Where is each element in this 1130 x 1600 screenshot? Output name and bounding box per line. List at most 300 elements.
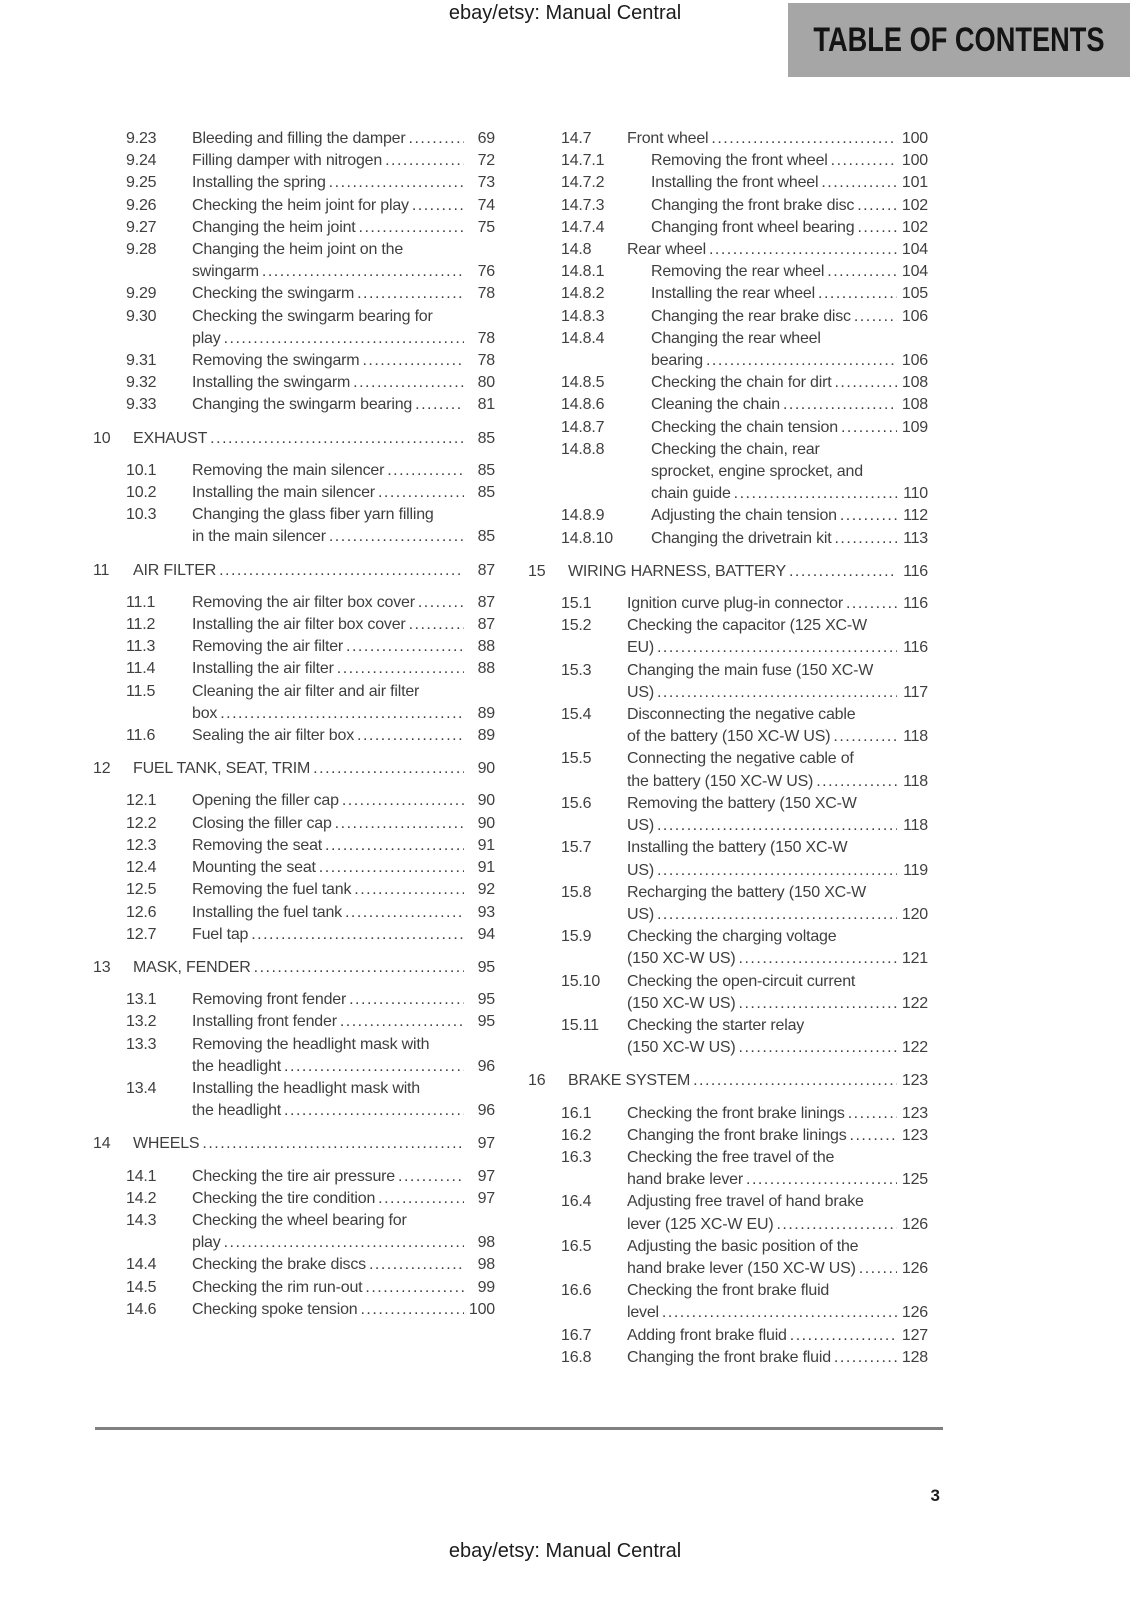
toc-entry-page: 116 <box>903 595 928 613</box>
toc-entry-title: Changing the swingarm bearing <box>192 396 413 414</box>
toc-leader-dots <box>345 902 464 924</box>
page-title: TABLE OF CONTENTS <box>813 20 1105 59</box>
toc-leader-dots <box>657 904 897 926</box>
toc-entry <box>561 394 928 416</box>
toc-entry <box>126 217 495 239</box>
toc-entry-number: 14 <box>93 1135 111 1153</box>
toc-entry <box>126 636 495 658</box>
toc-banner <box>788 3 1130 77</box>
toc-leader-dots <box>739 1037 897 1059</box>
toc-entry-title: Removing the rear wheel <box>651 263 825 281</box>
toc-entry-number: 10.1 <box>126 461 157 479</box>
toc-entry-number: 10 <box>93 429 111 447</box>
toc-entry-page: 110 <box>903 485 928 503</box>
toc-entry-page: 101 <box>901 174 928 192</box>
toc-entry-title: Checking the swingarm <box>192 285 355 303</box>
toc-entry-page: 81 <box>477 396 495 414</box>
toc-entry-page: 91 <box>477 859 495 877</box>
toc-leader-dots <box>359 217 464 239</box>
toc-entry-page: 88 <box>477 660 495 678</box>
toc-entry-title: EU) <box>627 639 654 657</box>
toc-entry <box>561 660 928 704</box>
toc-entry <box>126 1210 495 1254</box>
toc-entry <box>126 1277 495 1299</box>
toc-entry-number: 12.5 <box>126 881 157 899</box>
toc-leader-dots <box>833 726 897 748</box>
toc-entry-title: Changing the rear brake disc <box>651 307 851 325</box>
toc-leader-dots <box>831 150 897 172</box>
toc-entry-number: 9.30 <box>126 307 157 325</box>
toc-entry <box>561 704 928 748</box>
toc-entry-page: 116 <box>903 562 928 580</box>
toc-entry <box>93 428 495 450</box>
toc-entry-title: Adjusting the chain tension <box>651 507 837 525</box>
toc-leader-dots <box>220 703 464 725</box>
toc-entry-number: 9.23 <box>126 130 157 147</box>
toc-entry-number: 9.26 <box>126 196 157 214</box>
toc-entry-title: MASK, FENDER <box>133 958 251 976</box>
toc-entry <box>126 1166 495 1188</box>
toc-leader-dots <box>369 1254 464 1276</box>
toc-entry-page: 127 <box>901 1326 928 1344</box>
toc-entry <box>561 1280 928 1324</box>
toc-entry-title: Changing the glass fiber yarn filling <box>192 506 434 524</box>
toc-leader-dots <box>357 725 464 747</box>
toc-entry-number: 16.3 <box>561 1148 592 1166</box>
toc-entry-page: 95 <box>477 1013 495 1031</box>
toc-entry-number: 14.6 <box>126 1300 157 1318</box>
toc-entry-page: 108 <box>901 374 928 392</box>
toc-entry-number: 16.2 <box>561 1126 592 1144</box>
toc-entry <box>561 372 928 394</box>
toc-entry-number: 13.3 <box>126 1035 157 1053</box>
toc-entry <box>561 306 928 328</box>
toc-leader-dots <box>693 1070 897 1092</box>
toc-entry-title: Removing the battery (150 XC-W <box>627 794 857 812</box>
toc-entry-page: 122 <box>901 994 928 1012</box>
toc-entry-page: 94 <box>477 925 495 943</box>
toc-leader-dots <box>848 1103 897 1125</box>
toc-entry-page: 97 <box>477 1135 495 1153</box>
toc-entry-number: 14.8.8 <box>561 440 605 458</box>
toc-entry-number: 12.4 <box>126 859 157 877</box>
toc-entry <box>561 926 928 970</box>
toc-entry-page: 118 <box>903 728 928 746</box>
toc-leader-dots <box>776 1214 897 1236</box>
toc-leader-dots <box>409 128 464 150</box>
toc-entry <box>126 1011 495 1033</box>
toc-leader-dots <box>834 528 897 550</box>
toc-leader-dots <box>353 372 464 394</box>
toc-entry-number: 16.6 <box>561 1282 592 1300</box>
toc-leader-dots <box>734 483 897 505</box>
toc-entry-number: 14.8.9 <box>561 507 605 525</box>
toc-entry-page: 95 <box>477 991 495 1009</box>
toc-leader-dots <box>409 614 464 636</box>
toc-entry-page: 100 <box>901 130 928 147</box>
toc-entry-page: 88 <box>477 638 495 656</box>
toc-entry-page: 118 <box>903 817 928 835</box>
toc-entry-number: 13.4 <box>126 1079 157 1097</box>
toc-entry <box>561 172 928 194</box>
toc-entry <box>561 971 928 1015</box>
toc-leader-dots <box>657 860 897 882</box>
toc-entry-title: swingarm <box>192 263 259 281</box>
toc-entry-page: 85 <box>477 429 495 447</box>
toc-entry-number: 14.8.2 <box>561 285 605 303</box>
toc-entry <box>561 283 928 305</box>
toc-entry-number: 15 <box>528 562 546 580</box>
toc-entry-title: US) <box>627 817 654 835</box>
toc-entry-number: 15.4 <box>561 706 592 724</box>
toc-entry-number: 14.7.4 <box>561 218 605 236</box>
toc-leader-dots <box>319 857 464 879</box>
toc-leader-dots <box>415 394 464 416</box>
toc-entry-title: sprocket, engine sprocket, and <box>651 463 863 481</box>
toc-entry-title: Removing the fuel tank <box>192 881 352 899</box>
toc-entry-title: FUEL TANK, SEAT, TRIM <box>133 760 311 778</box>
toc-entry-page: 87 <box>477 616 495 634</box>
toc-entry-page: 78 <box>477 285 495 303</box>
toc-leader-dots <box>329 526 464 548</box>
toc-entry <box>126 504 495 548</box>
toc-entry <box>126 128 495 150</box>
toc-entry-title: US) <box>627 905 654 923</box>
toc-entry <box>528 561 928 583</box>
toc-entry-number: 15.2 <box>561 617 592 635</box>
toc-entry-page: 123 <box>901 1104 928 1122</box>
toc-entry-page: 91 <box>477 836 495 854</box>
toc-entry-title: US) <box>627 861 654 879</box>
toc-entry <box>93 758 495 780</box>
toc-entry <box>561 505 928 527</box>
toc-entry-page: 95 <box>477 958 495 976</box>
toc-leader-dots <box>337 658 464 680</box>
toc-entry-number: 15.9 <box>561 928 592 946</box>
toc-entry-page: 78 <box>477 329 495 347</box>
toc-entry-title: the headlight <box>192 1102 282 1120</box>
toc-leader-dots <box>854 306 897 328</box>
toc-entry-number: 12 <box>93 760 111 778</box>
toc-entry <box>126 902 495 924</box>
toc-entry <box>561 195 928 217</box>
toc-entry-page: 120 <box>901 905 928 923</box>
toc-leader-dots <box>284 1056 464 1078</box>
toc-entry-number: 14.7 <box>561 130 592 147</box>
toc-entry <box>93 1133 495 1155</box>
toc-entry-page: 72 <box>477 152 495 170</box>
toc-entry-page: 109 <box>901 418 928 436</box>
toc-entry-number: 16.4 <box>561 1193 592 1211</box>
toc-entry-title: Removing the air filter box cover <box>192 593 415 611</box>
toc-entry-title: Adjusting free travel of hand brake <box>627 1193 864 1211</box>
toc-entry-page: 99 <box>477 1278 495 1296</box>
toc-entry-title: Removing the swingarm <box>192 352 360 370</box>
toc-entry-page: 118 <box>903 772 928 790</box>
toc-entry-title: Rear wheel <box>627 241 706 259</box>
toc-entry-title: Changing the heim joint on the <box>192 241 404 259</box>
toc-entry-number: 9.32 <box>126 374 157 392</box>
toc-entry-title: Installing the rear wheel <box>651 285 815 303</box>
toc-leader-dots <box>357 283 464 305</box>
toc-entry-number: 11.3 <box>126 638 156 656</box>
toc-entry-number: 12.7 <box>126 925 157 943</box>
toc-entry-page: 73 <box>477 174 495 192</box>
footer-watermark: ebay/etsy: Manual Central <box>448 1540 682 1562</box>
toc-entry-page: 90 <box>477 760 495 778</box>
toc-entry-number: 16.8 <box>561 1348 592 1366</box>
toc-entry-page: 90 <box>477 814 495 832</box>
toc-entry-page: 74 <box>477 196 495 214</box>
toc-entry-title: Changing the main fuse (150 XC-W <box>627 661 874 679</box>
toc-entry-page: 128 <box>901 1348 928 1366</box>
toc-entry-title: Installing the air filter box cover <box>192 616 406 634</box>
toc-leader-dots <box>202 1133 464 1155</box>
toc-entry-title: Installing the swingarm <box>192 374 351 392</box>
toc-entry <box>126 150 495 172</box>
toc-column-left <box>93 128 495 1321</box>
toc-entry-title: Opening the filler cap <box>192 792 339 810</box>
toc-entry-page: 126 <box>901 1259 928 1277</box>
toc-entry <box>126 372 495 394</box>
toc-leader-dots <box>365 1277 464 1299</box>
toc-entry <box>126 1034 495 1078</box>
toc-entry-number: 13 <box>93 958 111 976</box>
toc-entry-page: 126 <box>901 1304 928 1322</box>
toc-entry-number: 14.8.10 <box>561 529 613 547</box>
toc-entry-page: 117 <box>903 683 928 701</box>
toc-entry-page: 102 <box>901 218 928 236</box>
toc-entry-title: Checking the tire air pressure <box>192 1167 395 1185</box>
toc-entry-title: Checking the swingarm bearing for <box>192 307 433 325</box>
toc-entry-number: 9.24 <box>126 152 157 170</box>
toc-entry-number: 10.2 <box>126 484 157 502</box>
toc-leader-dots <box>313 758 464 780</box>
toc-entry-number: 14.7.2 <box>561 174 605 192</box>
toc-entry-title: Installing the battery (150 XC-W <box>627 839 848 857</box>
toc-entry-number: 15.6 <box>561 794 592 812</box>
toc-entry-number: 12.2 <box>126 814 157 832</box>
toc-entry-number: 9.33 <box>126 396 157 414</box>
toc-entry-title: level <box>627 1304 659 1322</box>
toc-entry <box>126 989 495 1011</box>
toc-entry-page: 100 <box>901 152 928 170</box>
toc-leader-dots <box>340 1011 464 1033</box>
toc-entry-page: 100 <box>468 1300 495 1318</box>
toc-entry-number: 15.3 <box>561 661 592 679</box>
toc-entry-page: 85 <box>477 528 495 546</box>
toc-leader-dots <box>850 1125 897 1147</box>
toc-entry <box>93 957 495 979</box>
toc-entry-title: Installing the spring <box>192 174 326 192</box>
toc-leader-dots <box>325 835 464 857</box>
toc-entry-number: 9.28 <box>126 241 157 259</box>
toc-leader-dots <box>841 417 897 439</box>
toc-entry-number: 14.8.7 <box>561 418 605 436</box>
toc-leader-dots <box>857 217 897 239</box>
toc-entry-number: 14.7.1 <box>561 152 605 170</box>
toc-entry-page: 125 <box>901 1171 928 1189</box>
toc-entry-title: Checking spoke tension <box>192 1300 358 1318</box>
toc-entry-title: (150 XC-W US) <box>627 1039 736 1057</box>
toc-entry-title: Installing the main silencer <box>192 484 375 502</box>
toc-entry-title: Changing the front brake fluid <box>627 1348 831 1366</box>
toc-entry <box>126 350 495 372</box>
toc-entry <box>126 283 495 305</box>
toc-entry-number: 15.10 <box>561 972 601 990</box>
toc-entry <box>561 1103 928 1125</box>
toc-entry-number: 15.11 <box>561 1016 599 1034</box>
toc-leader-dots <box>346 636 464 658</box>
toc-entry-number: 15.5 <box>561 750 592 768</box>
toc-entry-number: 9.31 <box>126 352 157 370</box>
toc-entry-title: Installing the air filter <box>192 660 334 678</box>
toc-entry-number: 15.7 <box>561 839 592 857</box>
toc-entry-page: 96 <box>477 1102 495 1120</box>
toc-leader-dots <box>790 1325 897 1347</box>
toc-entry-title: Checking the chain for dirt <box>651 374 832 392</box>
toc-leader-dots <box>657 815 897 837</box>
toc-entry-page: 75 <box>477 218 495 236</box>
toc-entry-page: 69 <box>477 130 495 147</box>
toc-leader-dots <box>342 790 464 812</box>
toc-entry <box>126 460 495 482</box>
toc-entry-page: 106 <box>901 352 928 370</box>
toc-entry-title: Removing the front wheel <box>651 152 828 170</box>
toc-entry-page: 87 <box>477 593 495 611</box>
toc-leader-dots <box>857 195 897 217</box>
toc-entry-title: Installing the front wheel <box>651 174 819 192</box>
toc-entry-title: bearing <box>651 352 703 370</box>
toc-entry-title: Adjusting the basic position of the <box>627 1237 859 1255</box>
toc-leader-dots <box>335 813 464 835</box>
toc-entry <box>126 924 495 946</box>
toc-entry-title: in the main silencer <box>192 528 326 546</box>
toc-entry-title: Checking the charging voltage <box>627 928 837 946</box>
toc-entry-page: 85 <box>477 461 495 479</box>
toc-entry <box>126 614 495 636</box>
toc-entry-page: 102 <box>901 196 928 214</box>
toc-entry-title: Removing front fender <box>192 991 347 1009</box>
footer-divider <box>95 1427 943 1430</box>
toc-leader-dots <box>354 879 464 901</box>
toc-entry-number: 12.1 <box>126 792 157 810</box>
toc-entry-number: 11.2 <box>126 616 156 634</box>
toc-entry-page: 105 <box>901 285 928 303</box>
toc-entry-title: Checking the brake discs <box>192 1256 366 1274</box>
toc-entry-title: Ignition curve plug-in connector <box>627 595 843 613</box>
toc-entry-title: Checking the front brake linings <box>627 1104 845 1122</box>
toc-leader-dots <box>706 350 897 372</box>
toc-entry-page: 98 <box>477 1256 495 1274</box>
toc-entry-number: 13.1 <box>126 991 157 1009</box>
toc-entry-page: 80 <box>477 374 495 392</box>
toc-leader-dots <box>657 682 897 704</box>
toc-entry-title: of the battery (150 XC-W US) <box>627 728 831 746</box>
toc-entry-title: Checking the chain, rear <box>651 440 820 458</box>
toc-entry-page: 89 <box>477 727 495 745</box>
toc-leader-dots <box>329 172 464 194</box>
toc-entry <box>561 217 928 239</box>
toc-entry-page: 104 <box>901 263 928 281</box>
toc-entry-page: 87 <box>477 561 495 579</box>
toc-entry-title: Checking the open-circuit current <box>627 972 856 990</box>
toc-entry-title: BRAKE SYSTEM <box>568 1072 691 1090</box>
toc-entry-number: 14.8.1 <box>561 263 605 281</box>
toc-leader-dots <box>251 924 464 946</box>
toc-entry-title: Checking the heim joint for play <box>192 196 409 214</box>
toc-entry <box>561 417 928 439</box>
toc-entry <box>561 1015 928 1059</box>
toc-leader-dots <box>360 1299 464 1321</box>
toc-entry-number: 15.8 <box>561 883 592 901</box>
toc-entry-title: Installing the headlight mask with <box>192 1079 420 1097</box>
toc-entry <box>126 1078 495 1122</box>
toc-entry <box>561 1325 928 1347</box>
toc-leader-dots <box>739 948 897 970</box>
toc-entry-page: 97 <box>477 1189 495 1207</box>
toc-leader-dots <box>412 195 464 217</box>
toc-entry-page: 76 <box>477 263 495 281</box>
toc-leader-dots <box>378 482 464 504</box>
toc-entry-title: Filling damper with nitrogen <box>192 152 383 170</box>
toc-entry-number: 12.6 <box>126 903 157 921</box>
toc-entry-page: 85 <box>477 484 495 502</box>
toc-entry <box>126 172 495 194</box>
toc-leader-dots <box>378 1188 464 1210</box>
toc-entry <box>126 1188 495 1210</box>
toc-entry-number: 9.29 <box>126 285 157 303</box>
toc-leader-dots <box>709 239 897 261</box>
toc-leader-dots <box>783 394 897 416</box>
toc-entry-title: Changing the rear wheel <box>651 329 821 347</box>
toc-entry-number: 14.1 <box>126 1167 157 1185</box>
toc-entry <box>126 681 495 725</box>
toc-entry <box>126 1299 495 1321</box>
toc-entry-title: Changing the heim joint <box>192 218 356 236</box>
toc-entry-title: Checking the front brake fluid <box>627 1282 830 1300</box>
toc-entry-number: 9.25 <box>126 174 157 192</box>
toc-entry-title: EXHAUST <box>133 429 208 447</box>
toc-leader-dots <box>657 637 897 659</box>
toc-entry-title: play <box>192 1234 221 1252</box>
toc-entry-title: Connecting the negative cable of <box>627 750 854 768</box>
toc-entry-title: Changing the front brake disc <box>651 196 855 214</box>
toc-entry <box>126 394 495 416</box>
toc-entry-title: WIRING HARNESS, BATTERY <box>568 562 786 580</box>
toc-leader-dots <box>418 592 464 614</box>
toc-leader-dots <box>859 1258 897 1280</box>
toc-entry-number: 11.4 <box>126 660 156 678</box>
toc-entry-title: box <box>192 704 218 722</box>
toc-entry <box>561 128 928 150</box>
toc-entry-page: 104 <box>901 241 928 259</box>
toc-entry <box>528 1070 928 1092</box>
toc-leader-dots <box>662 1302 897 1324</box>
toc-entry <box>126 725 495 747</box>
toc-leader-dots <box>846 593 897 615</box>
header-watermark: ebay/etsy: Manual Central <box>448 2 682 24</box>
toc-entry-number: 16.5 <box>561 1237 592 1255</box>
toc-entry-number: 10.3 <box>126 506 157 524</box>
toc-entry-number: 14.2 <box>126 1189 157 1207</box>
toc-entry <box>561 1191 928 1235</box>
toc-entry-number: 13.2 <box>126 1013 157 1031</box>
toc-entry-title: Checking the rim run-out <box>192 1278 363 1296</box>
toc-entry-page: 116 <box>903 639 928 657</box>
toc-entry-number: 14.8 <box>561 241 592 259</box>
toc-entry-title: Installing front fender <box>192 1013 337 1031</box>
